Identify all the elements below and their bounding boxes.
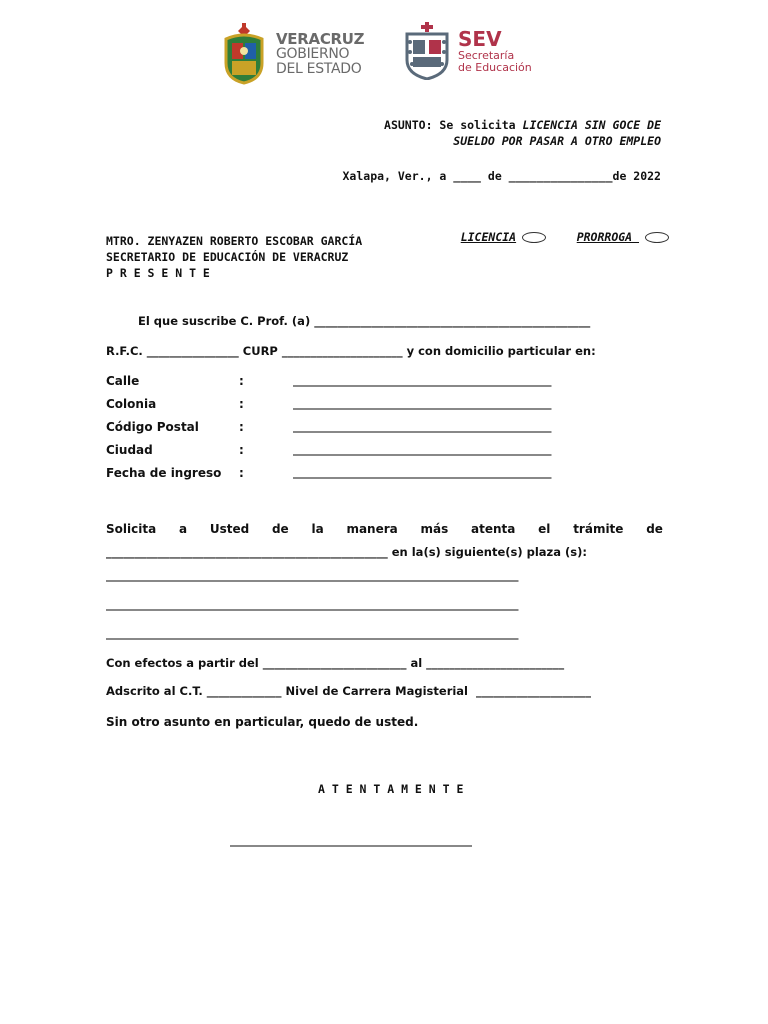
field-colon: :	[239, 443, 244, 457]
field-colon: :	[239, 420, 244, 434]
solicita-word: de	[271, 522, 289, 536]
field-colon: :	[239, 374, 244, 388]
addressee-name: MTRO. ZENYAZEN ROBERTO ESCOBAR GARCÍA	[106, 234, 363, 248]
plaza-blank-line[interactable]: ___________________________________________________________________________	[106, 569, 519, 582]
field-label-colonia: Colonia	[106, 397, 157, 411]
closing-line: Sin otro asunto en particular, quedo de usted.	[106, 715, 419, 729]
field-colon: :	[239, 466, 244, 480]
prorroga-label: PRORROGA	[576, 230, 640, 244]
solicita-word: manera	[346, 522, 398, 536]
date-line: Xalapa, Ver., a ____ de _______________de 2022	[342, 169, 661, 183]
licencia-label: LICENCIA	[460, 230, 517, 244]
field-blank-fecha-ingreso[interactable]: _______________________________________________	[293, 466, 552, 479]
sev-emblem-icon	[402, 22, 452, 80]
option-prorroga[interactable]	[549, 216, 669, 258]
field-label-ciudad: Ciudad	[106, 443, 153, 457]
sev-logo	[402, 22, 532, 80]
option-licencia[interactable]	[433, 216, 546, 258]
veracruz-coat-of-arms-icon	[220, 23, 268, 85]
field-label-codigo-postal: Código Postal	[106, 420, 199, 434]
asunto-subject-1: LICENCIA SIN GOCE DE	[522, 118, 661, 132]
suscribe-line: El que suscribe C. Prof. (a) ________________________________________________	[138, 314, 591, 328]
plaza-blank-line[interactable]: ___________________________________________________________________________	[106, 627, 519, 640]
solicita-word: Solicita	[106, 522, 157, 536]
field-colon: :	[239, 397, 244, 411]
licencia-checkbox-oval[interactable]	[522, 232, 546, 243]
gov-logo-line1: VERACRUZ	[276, 29, 365, 48]
solicita-word: más	[420, 522, 449, 536]
sev-logo-line2: Secretaría	[458, 49, 515, 62]
gov-logo-line2: GOBIERNO	[276, 45, 350, 62]
gobierno-veracruz-logo	[220, 22, 364, 86]
solicita-word: atenta	[471, 522, 516, 536]
solicita-word: la	[311, 522, 324, 536]
asunto-subject-2: SUELDO POR PASAR A OTRO EMPLEO	[453, 134, 661, 148]
efectos-line: Con efectos a partir del _________________________ al ________________________	[106, 656, 565, 670]
field-blank-calle[interactable]: _______________________________________________	[293, 374, 552, 387]
asunto-prefix: ASUNTO: Se solicita	[384, 118, 523, 132]
gov-logo-line3: DEL ESTADO	[276, 60, 362, 77]
field-label-fecha-ingreso: Fecha de ingreso	[106, 466, 222, 480]
field-blank-codigo-postal[interactable]: _______________________________________________	[293, 420, 552, 433]
solicita-word: el	[538, 522, 551, 536]
atentamente: A T E N T A M E N T E	[318, 782, 464, 796]
sev-logo-line3: de Educación	[458, 61, 532, 74]
solicita-word: de	[646, 522, 663, 536]
prorroga-checkbox-oval[interactable]	[645, 232, 669, 243]
solicita-word: trámite	[573, 522, 624, 536]
adscrito-line: Adscrito al C.T. _____________ Nivel de Carrera Magisterial ____________________	[106, 684, 592, 698]
field-blank-ciudad[interactable]: _______________________________________________	[293, 443, 552, 456]
plaza-blank-line[interactable]: ___________________________________________________________________________	[106, 598, 519, 611]
addressee-title: SECRETARIO DE EDUCACIÓN DE VERACRUZ	[106, 250, 349, 264]
solicita-word: Usted	[209, 522, 250, 536]
asunto-line1	[384, 118, 661, 132]
field-blank-colonia[interactable]: _______________________________________________	[293, 397, 552, 410]
solicita-word: a	[178, 522, 188, 536]
signature-line[interactable]: ____________________________________________	[230, 834, 472, 847]
sev-logo-title: SEV	[458, 27, 502, 51]
solicita-line1	[106, 522, 663, 536]
addressee-presente: P R E S E N T E	[106, 266, 210, 280]
field-label-calle: Calle	[106, 374, 140, 388]
solicita-line2: _________________________________________________ en la(s) siguiente(s) plaza (s):	[106, 545, 587, 559]
rfc-curp-line: R.F.C. ________________ CURP _____________________ y con domicilio particular en:	[106, 344, 596, 358]
